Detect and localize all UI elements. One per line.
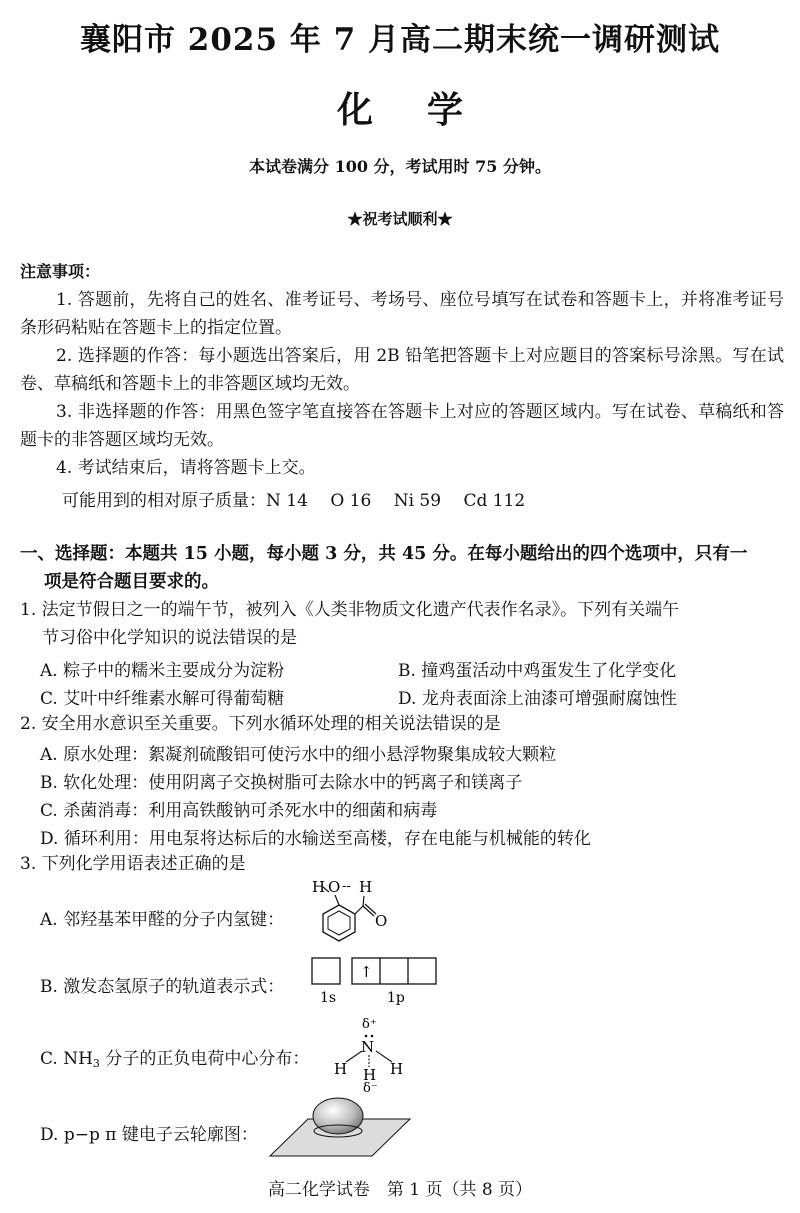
- q3-option-c: [40, 1044, 309, 1070]
- question-1-line1: 1. 法定节假日之一的端午节，被列入《人类非物质文化遗产代表作名录》。下列有关端午: [20, 600, 680, 620]
- q3-c-post: 分子的正负电荷中心分布：: [99, 1049, 310, 1069]
- fig-a-h2: H: [359, 878, 373, 896]
- q1-option-c: C. 艾叶中纤维素水解可得葡萄糖: [40, 689, 285, 709]
- pi-bond-cloud-figure: [266, 1094, 414, 1168]
- q3-c-pre: C. NH: [40, 1049, 93, 1069]
- fig-a-o: O: [328, 878, 341, 896]
- fig-c-n: N: [361, 1038, 375, 1056]
- q2-option-b: B. 软化处理：使用阴离子交换树脂可去除水中的钙离子和镁离子: [40, 773, 523, 793]
- fig-c-delta-minus: δ⁻: [363, 1081, 378, 1094]
- fig-c-h-left: H: [334, 1060, 348, 1078]
- good-luck-line: ★祝考试顺利★: [347, 210, 453, 228]
- q3-option-a: A. 邻羟基苯甲醛的分子内氢键：: [40, 910, 285, 930]
- question-1-line2: 节习俗中化学知识的说法错误的是: [42, 628, 297, 648]
- fig-c-h-right: H: [390, 1060, 404, 1078]
- q1-option-d: D. 龙舟表面涂上油漆可增强耐腐蚀性: [398, 689, 677, 709]
- q2-option-a: A. 原水处理：絮凝剂硫酸铝可使污水中的细小悬浮物聚集成较大颗粒: [40, 745, 557, 765]
- section-heading-line2: 项是符合题目要求的。: [44, 572, 219, 592]
- q1-option-a: A. 粽子中的糯米主要成分为淀粉: [40, 661, 285, 681]
- note-1: 1. 答题前，先将自己的姓名、准考证号、考场号、座位号填写在试卷和答题卡上，并将准考证号条形码粘贴在答题卡上的指定位置。: [20, 290, 784, 338]
- fig-b-1s: 1s: [320, 990, 337, 1006]
- section-heading: [20, 540, 790, 596]
- notes-heading: 注意事项：: [20, 262, 101, 281]
- page-footer: 高二化学试卷 第 1 页（共 8 页）: [267, 1180, 533, 1200]
- q1-option-b: B. 撞鸡蛋活动中鸡蛋发生了化学变化: [398, 661, 677, 681]
- atomic-masses: 可能用到的相对原子质量：N 14 O 16 Ni 59 Cd 112: [62, 491, 526, 511]
- note-3: 3. 非选择题的作答：用黑色签字笔直接答在答题卡上对应的答题区域内。写在试卷、草稿纸和答题卡的非答题区域均无效。: [20, 402, 784, 450]
- question-1-stem: [20, 596, 790, 652]
- note-2: 2. 选择题的作答：每小题选出答案后，用 2B 铅笔把答题卡上对应题目的答案标号涂黑。写在试卷、草稿纸和答题卡上的非答题区域均无效。: [20, 346, 784, 394]
- q2-option-d: D. 循环利用：用电泵将达标后的水输送至高楼，存在电能与机械能的转化: [40, 829, 591, 849]
- q2-option-c: C. 杀菌消毒：利用高铁酸钠可杀死水中的细菌和病毒: [40, 801, 438, 821]
- exam-meta: 本试卷满分 100 分，考试用时 75 分钟。: [249, 157, 551, 176]
- nh3-charge-figure: [326, 1014, 416, 1094]
- q3-option-b: B. 激发态氢原子的轨道表示式：: [40, 977, 285, 997]
- question-3-stem: 3. 下列化学用语表述正确的是: [20, 854, 246, 874]
- orbital-diagram-figure: [310, 956, 445, 1006]
- note-4: 4. 考试结束后，请将答题卡上交。: [56, 458, 316, 478]
- fig-a-o2: O: [375, 912, 388, 930]
- fig-c-h-bottom: H: [363, 1066, 377, 1084]
- fig-c-delta-plus: δ⁺: [362, 1017, 377, 1032]
- up-arrow-icon: ↑: [360, 963, 373, 981]
- subject-title: 化学: [336, 89, 517, 131]
- fig-b-1p: 1p: [387, 990, 405, 1006]
- hydrogen-bond-figure: [308, 876, 398, 948]
- question-2-stem: 2. 安全用水意识至关重要。下列水循环处理的相关说法错误的是: [20, 714, 501, 734]
- q3-c-sub: 3: [92, 1057, 100, 1070]
- fig-a-h1: H: [312, 878, 326, 896]
- section-heading-line1: 一、选择题：本题共 15 小题，每小题 3 分，共 45 分。在每小题给出的四个选项中，只有一: [20, 544, 748, 564]
- exam-title: 襄阳市 2025 年 7 月高二期末统一调研测试: [79, 22, 721, 58]
- fig-a-dash: --: [342, 879, 351, 894]
- q3-option-d: D. p−p π 键电子云轮廓图：: [40, 1125, 258, 1145]
